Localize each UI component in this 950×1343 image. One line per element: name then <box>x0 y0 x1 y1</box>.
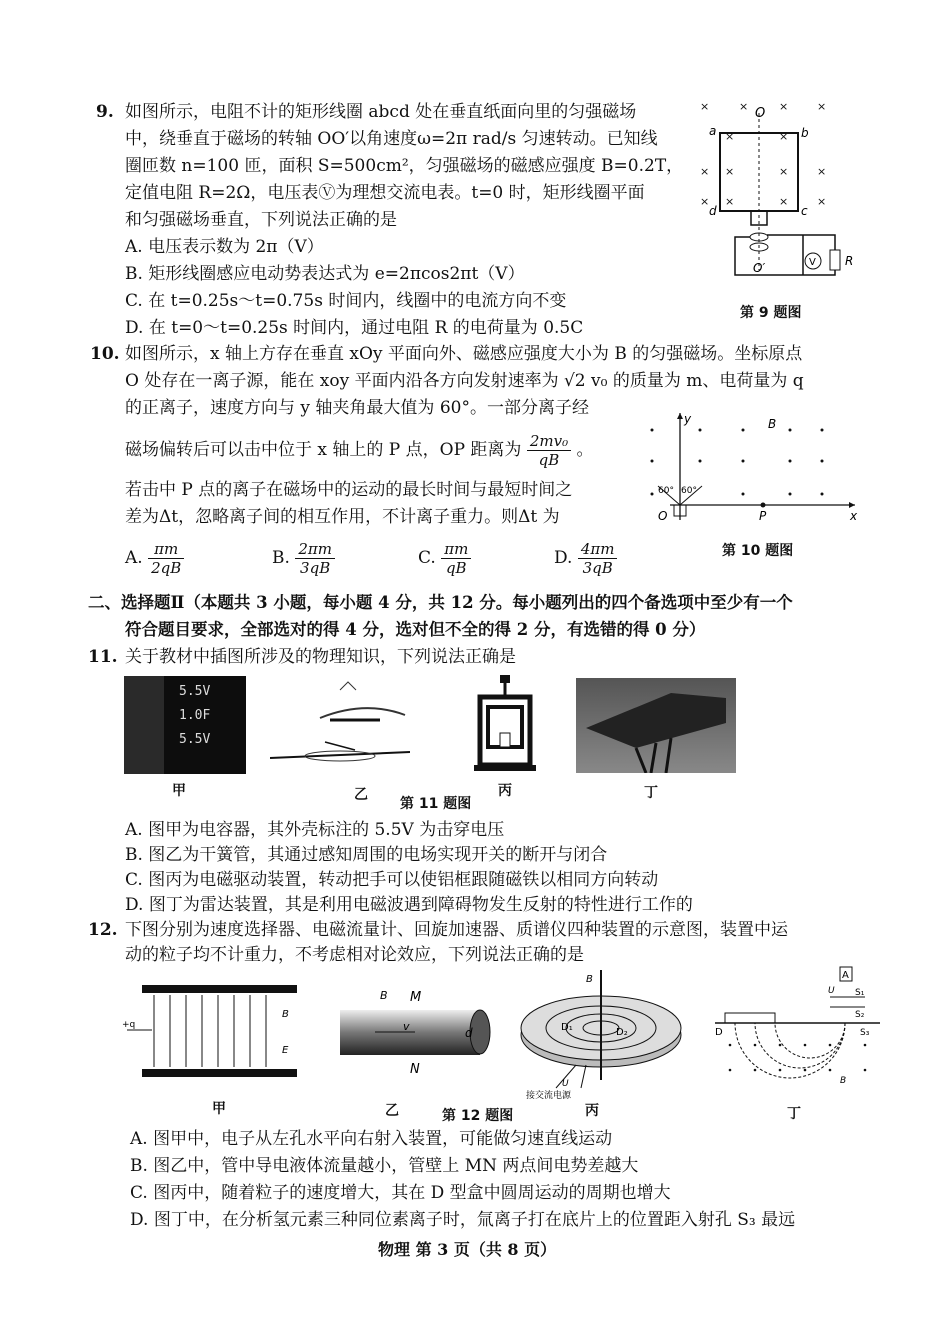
q12-option-b: B. 图乙中，管中导电液体流量越小，管壁上 MN 两点间电势差越大 <box>130 1156 639 1176</box>
q10-stem-text: 磁场偏转后可以击中位于 x 轴上的 P 点，OP 距离为 <box>125 440 522 460</box>
page-footer: 物理 第 3 页（共 8 页） <box>378 1240 557 1259</box>
em-drive-figure <box>470 675 545 775</box>
q11-option-c: C. 图丙为电磁驱动装置，转动把手可以使铝框跟随磁铁以相同方向转动 <box>125 870 659 890</box>
label-s2: S₂ <box>855 1010 865 1020</box>
capacitor-label: 5.5V <box>179 732 211 747</box>
fig-label-jia: 甲 <box>172 783 186 799</box>
label-b: B <box>282 1009 289 1020</box>
section-heading: 二、选择题Ⅱ（本题共 3 小题，每小题 4 分，共 12 分。每小题列出的四个备选项中至少有一个 <box>88 593 793 612</box>
option-label: B. <box>272 548 290 568</box>
label-d1: D₁ <box>561 1022 573 1033</box>
label-y: y <box>684 412 692 426</box>
q11-number: 11. <box>88 647 118 667</box>
q9-stem-line: 和匀强磁场垂直，下列说法正确的是 <box>125 210 397 230</box>
q12-option-d: D. 图丁中，在分析氢元素三种同位素离子时，氚离子打在底片上的位置距入射孔 S₃ 最远 <box>130 1210 796 1230</box>
q9-stem-line: 圈匝数 n=100 匝，面积 S=500cm²，匀强磁场的磁感应强度 B=0.2T， <box>125 156 684 176</box>
field-cross: × <box>739 100 749 113</box>
field-cross: × <box>700 165 710 178</box>
q10-stem-line: 差为Δt，忽略离子间的相互作用，不计离子重力。则Δt 为 <box>125 507 560 527</box>
field-cross: × <box>779 195 789 208</box>
label-p: P <box>759 509 767 523</box>
frac-denominator: qB <box>538 451 560 469</box>
label-r: R <box>845 254 854 268</box>
field-cross: × <box>779 130 789 143</box>
q12-stem-line: 下图分别为速度选择器、电磁流量计、回旋加速器、质谱仪四种装置的示意图，装置中运 <box>125 920 788 940</box>
field-cross: × <box>817 195 827 208</box>
label-a: a <box>709 124 717 138</box>
q10-stem-line: O 处存在一离子源，能在 xoy 平面内沿各方向发射速率为 √2 v₀ 的质量为 m、电荷量为 q <box>125 371 804 391</box>
q9-number: 9. <box>96 102 114 122</box>
op-distance-fraction <box>527 432 571 469</box>
frac-denominator: qB <box>445 559 467 577</box>
q11-option-b: B. 图乙为干簧管，其通过感知周围的电场实现开关的断开与闭合 <box>125 845 608 865</box>
label-d: d <box>465 1026 473 1040</box>
angle-label: 60° <box>658 486 674 496</box>
label-b: B <box>380 989 388 1002</box>
q10-stem-line <box>125 432 594 469</box>
fig-label-bing: 丙 <box>498 783 512 799</box>
q10-stem-line: 若击中 P 点的离子在磁场中的运动的最长时间与最短时间之 <box>125 480 573 500</box>
q9-figure <box>695 95 865 300</box>
q11-stem: 关于教材中插图所涉及的物理知识，下列说法正确是 <box>125 647 516 667</box>
label-o: O <box>755 106 766 121</box>
field-cross: × <box>725 130 735 143</box>
q10-option-d <box>554 540 617 577</box>
q10-figure <box>640 408 865 533</box>
frac-denominator: 3qB <box>582 559 613 577</box>
q10-stem-line: 的正离子，速度方向与 y 轴夹角最大值为 60°。一部分离子经 <box>125 398 589 418</box>
label-n: N <box>410 1062 420 1077</box>
radar-photo <box>576 678 736 773</box>
field-cross: × <box>725 195 735 208</box>
label-s1: S₁ <box>855 988 865 998</box>
label-ac: 接交流电源 <box>526 1091 572 1100</box>
label-q: +q <box>122 1020 136 1030</box>
fig-label-jia: 甲 <box>212 1101 226 1117</box>
fig-label-bing: 丙 <box>585 1103 599 1119</box>
field-cross: × <box>700 195 710 208</box>
q11-figure-caption: 第 11 题图 <box>400 796 472 812</box>
q9-stem-line: 中，绕垂直于磁场的转轴 OO′以角速度ω=2π rad/s 匀速转动。已知线 <box>125 129 658 149</box>
q9-stem-line: 如图所示，电阻不计的矩形线圈 abcd 处在垂直纸面向里的匀强磁场 <box>125 102 637 122</box>
label-u: U <box>828 986 835 996</box>
q9-figure-caption: 第 9 题图 <box>740 305 802 321</box>
label-d: D <box>715 1027 723 1038</box>
x-arrow-icon <box>849 502 855 508</box>
resistor-icon <box>830 250 840 270</box>
capacitor-label: 1.0F <box>179 708 211 723</box>
q10-option-c <box>418 540 471 577</box>
q9-stem-line: 定值电阻 R=2Ω，电压表Ⓥ为理想交流电表。t=0 时，矩形线圈平面 <box>125 183 645 203</box>
label-u: U <box>562 1079 569 1089</box>
q10-option-a <box>125 540 184 577</box>
q12-option-c: C. 图丙中，随着粒子的速度增大，其在 D 型盒中圆周运动的周期也增大 <box>130 1183 671 1203</box>
frac-numerator: 2mv₀ <box>527 432 571 451</box>
label-a: A <box>842 970 849 981</box>
external-circuit <box>735 235 835 275</box>
fig-label-yi: 乙 <box>354 787 368 803</box>
frac-denominator: 2qB <box>151 559 182 577</box>
field-cross: × <box>779 100 789 113</box>
frac-numerator: 4πm <box>578 540 618 559</box>
q10-stem-line: 如图所示，x 轴上方存在垂直 xOy 平面向外、磁感应强度大小为 B 的匀强磁场。坐标原点 <box>125 344 803 364</box>
q10-stem-text: 。 <box>576 440 594 460</box>
fig-label-yi: 乙 <box>385 1103 399 1119</box>
q11-option-a: A. 图甲为电容器，其外壳标注的 5.5V 为击穿电压 <box>125 820 505 840</box>
reed-switch-figure <box>270 680 410 775</box>
mass-spectrometer-figure <box>715 965 885 1095</box>
label-b: b <box>801 126 809 140</box>
velocity-selector-figure <box>122 985 302 1080</box>
field-cross: × <box>725 165 735 178</box>
q9-option-a: A. 电压表示数为 2π（V） <box>125 237 324 257</box>
q10-number: 10. <box>90 344 120 364</box>
label-v: V <box>809 257 816 268</box>
fig-label-ding: 丁 <box>787 1106 801 1122</box>
label-b: B <box>768 417 777 431</box>
photo-shade <box>124 676 164 774</box>
label-m: M <box>410 990 422 1005</box>
label-x: x <box>850 509 858 523</box>
q9-option-c: C. 在 t=0.25s～t=0.75s 时间内，线圈中的电流方向不变 <box>125 291 567 311</box>
label-o-prime: O′ <box>753 261 766 275</box>
q10-option-b <box>272 540 335 577</box>
angle-label: 60° <box>681 486 697 496</box>
label-d: d <box>709 204 717 218</box>
label-v: v <box>403 1020 410 1033</box>
capacitor-label: 5.5V <box>179 684 211 699</box>
cyclotron-figure <box>516 970 686 1100</box>
point-p <box>761 503 766 508</box>
q12-option-a: A. 图甲中，电子从左孔水平向右射入装置，可能做匀速直线运动 <box>130 1129 613 1149</box>
label-e: E <box>282 1045 289 1056</box>
label-d2: D₂ <box>616 1027 628 1038</box>
q12-number: 12. <box>88 920 118 940</box>
option-label: D. <box>554 548 573 568</box>
q11-option-d: D. 图丁为雷达装置，其是利用电磁波遇到障碍物发生反射的特性进行工作的 <box>125 895 693 915</box>
q12-figure-caption: 第 12 题图 <box>442 1108 514 1124</box>
field-cross: × <box>817 100 827 113</box>
label-o: O <box>658 509 668 523</box>
frac-denominator: 3qB <box>300 559 331 577</box>
q12-stem-line: 动的粒子均不计重力，不考虑相对论效应，下列说法正确的是 <box>125 945 584 965</box>
q10-figure-caption: 第 10 题图 <box>722 543 794 559</box>
fig-label-ding: 丁 <box>644 785 658 801</box>
field-cross: × <box>700 100 710 113</box>
q9-option-d: D. 在 t=0～t=0.25s 时间内，通过电阻 R 的电荷量为 0.5C <box>125 318 584 338</box>
capacitor-photo <box>124 676 246 774</box>
option-label: A. <box>125 548 143 568</box>
option-label: C. <box>418 548 436 568</box>
label-b: B <box>840 1076 847 1086</box>
label-b: B <box>586 974 593 985</box>
label-s3: S₃ <box>860 1028 870 1038</box>
flowmeter-figure <box>335 985 495 1080</box>
frac-numerator: πm <box>441 540 471 559</box>
y-arrow-icon <box>677 413 683 419</box>
frac-numerator: πm <box>148 540 184 559</box>
q9-option-b: B. 矩形线圈感应电动势表达式为 e=2πcos2πt（V） <box>125 264 525 284</box>
field-cross: × <box>779 165 789 178</box>
section-heading: 符合题目要求，全部选对的得 4 分，选对但不全的得 2 分，有选错的得 0 分） <box>125 620 706 639</box>
frac-numerator: 2πm <box>295 540 335 559</box>
label-c: c <box>801 204 808 218</box>
field-cross: × <box>817 165 827 178</box>
